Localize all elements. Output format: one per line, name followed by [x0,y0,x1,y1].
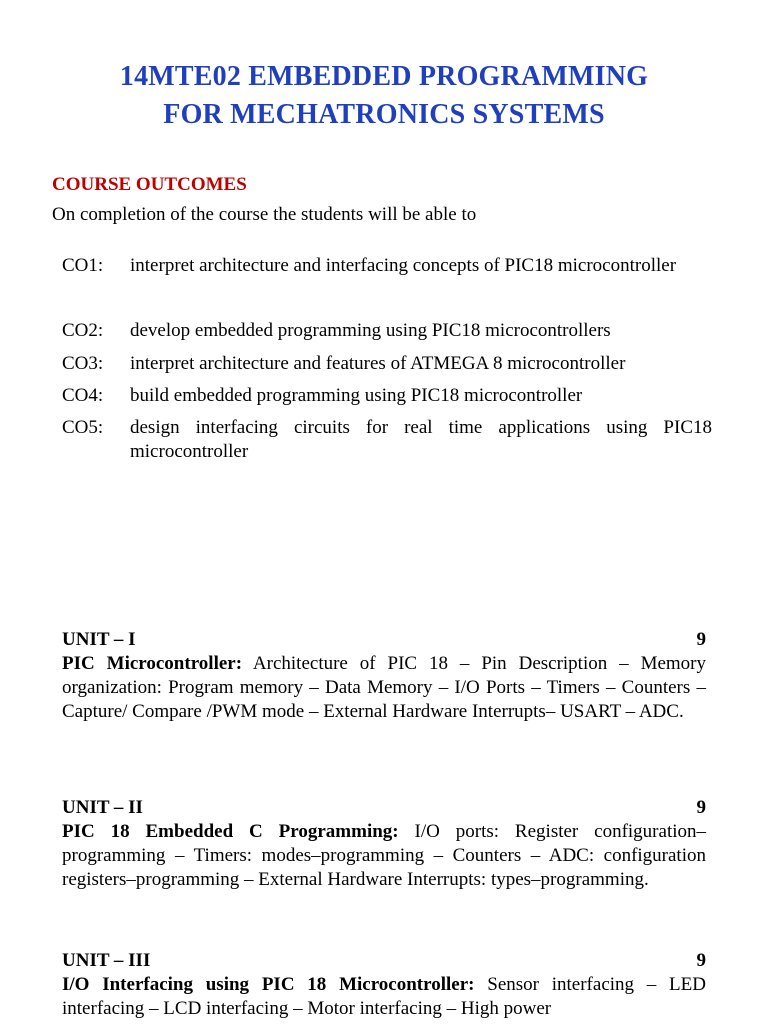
outcome-text: interpret architecture and interfacing concepts of PIC18 microcontroller [130,255,677,276]
unit-hours: 9 [696,797,706,818]
unit-topic: PIC Microcontroller: [62,653,243,674]
outcome-text: build embedded programming using PIC18 microcontroller [130,385,583,406]
unit-header [62,949,706,973]
unit-header [62,628,706,652]
outcome-code: CO3: [62,353,104,374]
outcome-item-co3 [62,352,712,376]
outcome-code: CO4: [62,385,104,406]
outcome-item-co1 [62,254,712,278]
unit-3-section [62,949,706,1021]
unit-label: UNIT – I [62,629,136,650]
outcome-text: interpret architecture and features of ATMEGA 8 microcontroller [130,353,626,374]
unit-body [62,820,706,892]
unit-topic: I/O Interfacing using PIC 18 Microcontroller: [62,974,475,995]
outcome-text: develop embedded programming using PIC18 microcontrollers [130,320,611,341]
outcome-text: design interfacing circuits for real time applications using PIC18 microcontroller [130,417,712,462]
outcomes-intro: On completion of the course the students will be able to [52,204,477,225]
title-line-2: FOR MECHATRONICS SYSTEMS [163,99,605,130]
unit-content: I/O ports: Register configuration– programming – Timers: modes–programming – Counters – ADC: configuration registers–programming – External Hardware Interrupts: types–programming. [62,821,707,890]
unit-hours: 9 [696,629,706,650]
title-line-1: 14MTE02 EMBEDDED PROGRAMMING [119,61,649,92]
outcome-code: CO5: [62,417,104,438]
unit-label: UNIT – III [62,950,151,971]
unit-label: UNIT – II [62,797,143,818]
course-outcomes-heading: COURSE OUTCOMES [52,174,247,195]
outcome-item-co4 [62,384,712,408]
unit-header [62,796,706,820]
outcome-item-co5 [62,416,712,464]
unit-content: Sensor interfacing – LED interfacing – LCD interfacing – Motor interfacing – High power [62,974,706,1019]
outcome-item-co2 [62,319,712,343]
unit-content: Architecture of PIC 18 – Pin Description – Memory organization: Program memory – Data Memory – I/O Ports – Timers – Counters – Capture/ Compare /PWM mode – External Hardware Interrupts– USART – ADC. [62,653,707,722]
outcome-code: CO2: [62,320,104,341]
outcome-code: CO1: [62,255,104,276]
unit-topic: PIC 18 Embedded C Programming: [62,821,399,842]
unit-1-section [62,628,706,724]
unit-hours: 9 [696,950,706,971]
unit-body [62,652,706,724]
document-title [0,58,768,134]
unit-body [62,973,706,1021]
unit-2-section [62,796,706,892]
